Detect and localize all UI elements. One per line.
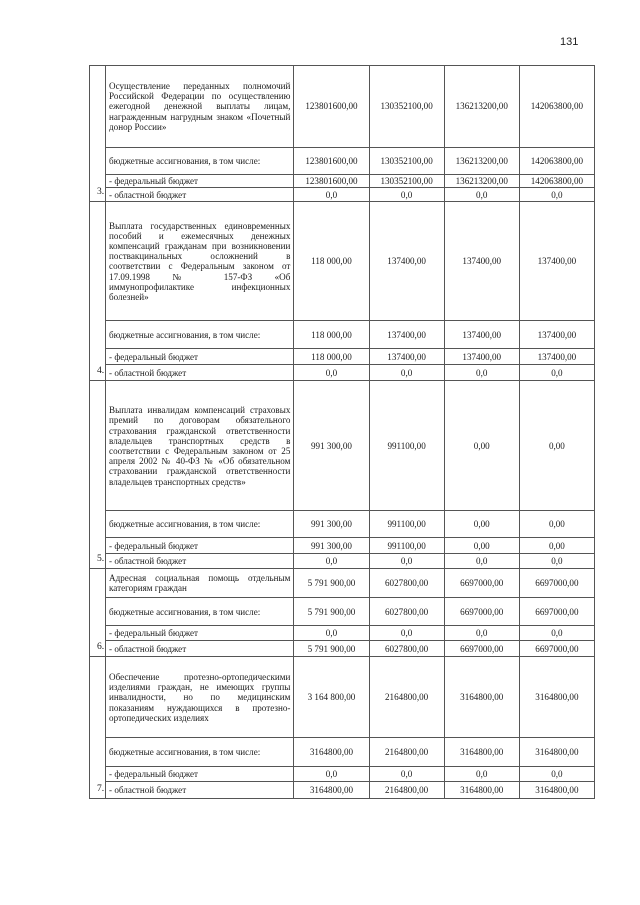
value-cell: 118 000,00 [294,202,369,321]
section-number: 3. [90,66,106,202]
value-cell: 142063800,00 [519,66,594,148]
value-cell: 0,0 [519,188,594,202]
value-cell: 5 791 900,00 [294,569,369,598]
value-cell: 2164800,00 [369,738,444,767]
row-description: Обеспечение протезно-ортопедическими изделиями граждан, не имеющих группы инвалидности, но по медицинским показаниям нуждающихся в протезно-ортопедических изделиях [106,657,294,738]
value-cell: 6697000,00 [444,598,519,626]
value-cell: 123801600,00 [294,175,369,188]
value-cell: 123801600,00 [294,66,369,148]
table-row [90,66,595,148]
value-cell: 991 300,00 [294,511,369,538]
value-cell: 0,0 [519,767,594,782]
row-description: бюджетные ассигнования, в том числе: [106,148,294,175]
value-cell: 5 791 900,00 [294,641,369,657]
value-cell: 991 300,00 [294,381,369,511]
value-cell: 6697000,00 [519,569,594,598]
table-row [90,202,595,321]
value-cell: 137400,00 [519,349,594,365]
section-number: 6. [90,569,106,657]
table-row [90,381,595,511]
table-row [90,148,595,175]
value-cell: 0,0 [294,365,369,381]
value-cell: 130352100,00 [369,148,444,175]
table-row [90,569,595,598]
value-cell: 0,00 [519,538,594,554]
value-cell: 3164800,00 [294,782,369,799]
value-cell: 0,0 [519,365,594,381]
section-number: 7. [90,657,106,799]
value-cell: 3164800,00 [444,657,519,738]
value-cell: 991100,00 [369,538,444,554]
row-description: - федеральный бюджет [106,538,294,554]
value-cell: 0,0 [294,767,369,782]
value-cell: 0,0 [444,188,519,202]
value-cell: 6027800,00 [369,598,444,626]
row-description: бюджетные ассигнования, в том числе: [106,738,294,767]
value-cell: 2164800,00 [369,782,444,799]
section-number: 5. [90,381,106,569]
value-cell: 136213200,00 [444,148,519,175]
value-cell: 130352100,00 [369,66,444,148]
row-description: Адресная социальная помощь отдельным категориям граждан [106,569,294,598]
value-cell: 136213200,00 [444,66,519,148]
value-cell: 0,0 [294,626,369,641]
value-cell: 0,0 [444,626,519,641]
value-cell: 0,0 [369,626,444,641]
row-description: Выплата государственных единовременных пособий и ежемесячных денежных компенсаций гражданам при возникновении поствакцинальных осложнений в соответствии с Федеральным законом от 17.09.1998 № 157-ФЗ «Об иммунопрофилактике инфекционных болезней» [106,202,294,321]
value-cell: 118 000,00 [294,321,369,349]
value-cell: 137400,00 [444,321,519,349]
value-cell: 0,0 [294,188,369,202]
value-cell: 0,0 [519,554,594,569]
value-cell: 0,0 [444,365,519,381]
value-cell: 0,0 [444,767,519,782]
row-description: - федеральный бюджет [106,626,294,641]
value-cell: 136213200,00 [444,175,519,188]
value-cell: 142063800,00 [519,148,594,175]
value-cell: 3164800,00 [294,738,369,767]
value-cell: 0,0 [519,626,594,641]
value-cell: 3 164 800,00 [294,657,369,738]
value-cell: 137400,00 [369,202,444,321]
table-row [90,365,595,381]
table-row [90,657,595,738]
value-cell: 137400,00 [519,321,594,349]
table-row [90,321,595,349]
table-row [90,598,595,626]
value-cell: 137400,00 [369,321,444,349]
value-cell: 6697000,00 [519,598,594,626]
value-cell: 137400,00 [444,202,519,321]
value-cell: 6027800,00 [369,569,444,598]
section-number: 4. [90,202,106,381]
value-cell: 0,0 [294,554,369,569]
value-cell: 0,00 [444,538,519,554]
table-row [90,349,595,365]
value-cell: 2164800,00 [369,657,444,738]
table-row [90,767,595,782]
budget-table [89,65,595,799]
value-cell: 130352100,00 [369,175,444,188]
value-cell: 0,00 [519,511,594,538]
value-cell: 3164800,00 [519,782,594,799]
value-cell: 123801600,00 [294,148,369,175]
table-row [90,511,595,538]
row-description: бюджетные ассигнования, в том числе: [106,598,294,626]
value-cell: 991 300,00 [294,538,369,554]
page-number: 131 [560,36,579,48]
row-description: бюджетные ассигнования, в том числе: [106,321,294,349]
value-cell: 0,0 [369,554,444,569]
value-cell: 0,00 [519,381,594,511]
row-description: бюджетные ассигнования, в том числе: [106,511,294,538]
value-cell: 0,0 [369,188,444,202]
value-cell: 5 791 900,00 [294,598,369,626]
value-cell: 0,0 [369,767,444,782]
table-row [90,554,595,569]
value-cell: 3164800,00 [519,657,594,738]
row-description: - областной бюджет [106,641,294,657]
value-cell: 137400,00 [369,349,444,365]
row-description: - областной бюджет [106,365,294,381]
value-cell: 991100,00 [369,511,444,538]
row-description: - федеральный бюджет [106,349,294,365]
row-description: Осуществление переданных полномочий Российской Федерации по осуществлению ежегодной денежной выплаты лицам, награжденным нагрудным знаком «Почетный донор России» [106,66,294,148]
value-cell: 3164800,00 [519,738,594,767]
value-cell: 3164800,00 [444,738,519,767]
row-description: - областной бюджет [106,782,294,799]
value-cell: 6027800,00 [369,641,444,657]
value-cell: 991100,00 [369,381,444,511]
row-description: - федеральный бюджет [106,175,294,188]
table-row [90,188,595,202]
value-cell: 118 000,00 [294,349,369,365]
table-row [90,641,595,657]
table-row [90,538,595,554]
value-cell: 6697000,00 [444,569,519,598]
value-cell: 0,0 [369,365,444,381]
value-cell: 0,0 [444,554,519,569]
row-description: - областной бюджет [106,554,294,569]
table-row [90,782,595,799]
value-cell: 6697000,00 [444,641,519,657]
value-cell: 6697000,00 [519,641,594,657]
value-cell: 142063800,00 [519,175,594,188]
value-cell: 137400,00 [444,349,519,365]
row-description: Выплата инвалидам компенсаций страховых премий по договорам обязательного страхования гражданской ответственности владельцев транспортных средств в соответствии с Федеральным законом от 25 апреля 2002 № 40-ФЗ № «Об обязательном страховании гражданской ответственности владельцев транспортных средств» [106,381,294,511]
table-row [90,175,595,188]
table-row [90,626,595,641]
table-row [90,738,595,767]
value-cell: 0,00 [444,381,519,511]
value-cell: 0,00 [444,511,519,538]
row-description: - областной бюджет [106,188,294,202]
value-cell: 3164800,00 [444,782,519,799]
row-description: - федеральный бюджет [106,767,294,782]
value-cell: 137400,00 [519,202,594,321]
